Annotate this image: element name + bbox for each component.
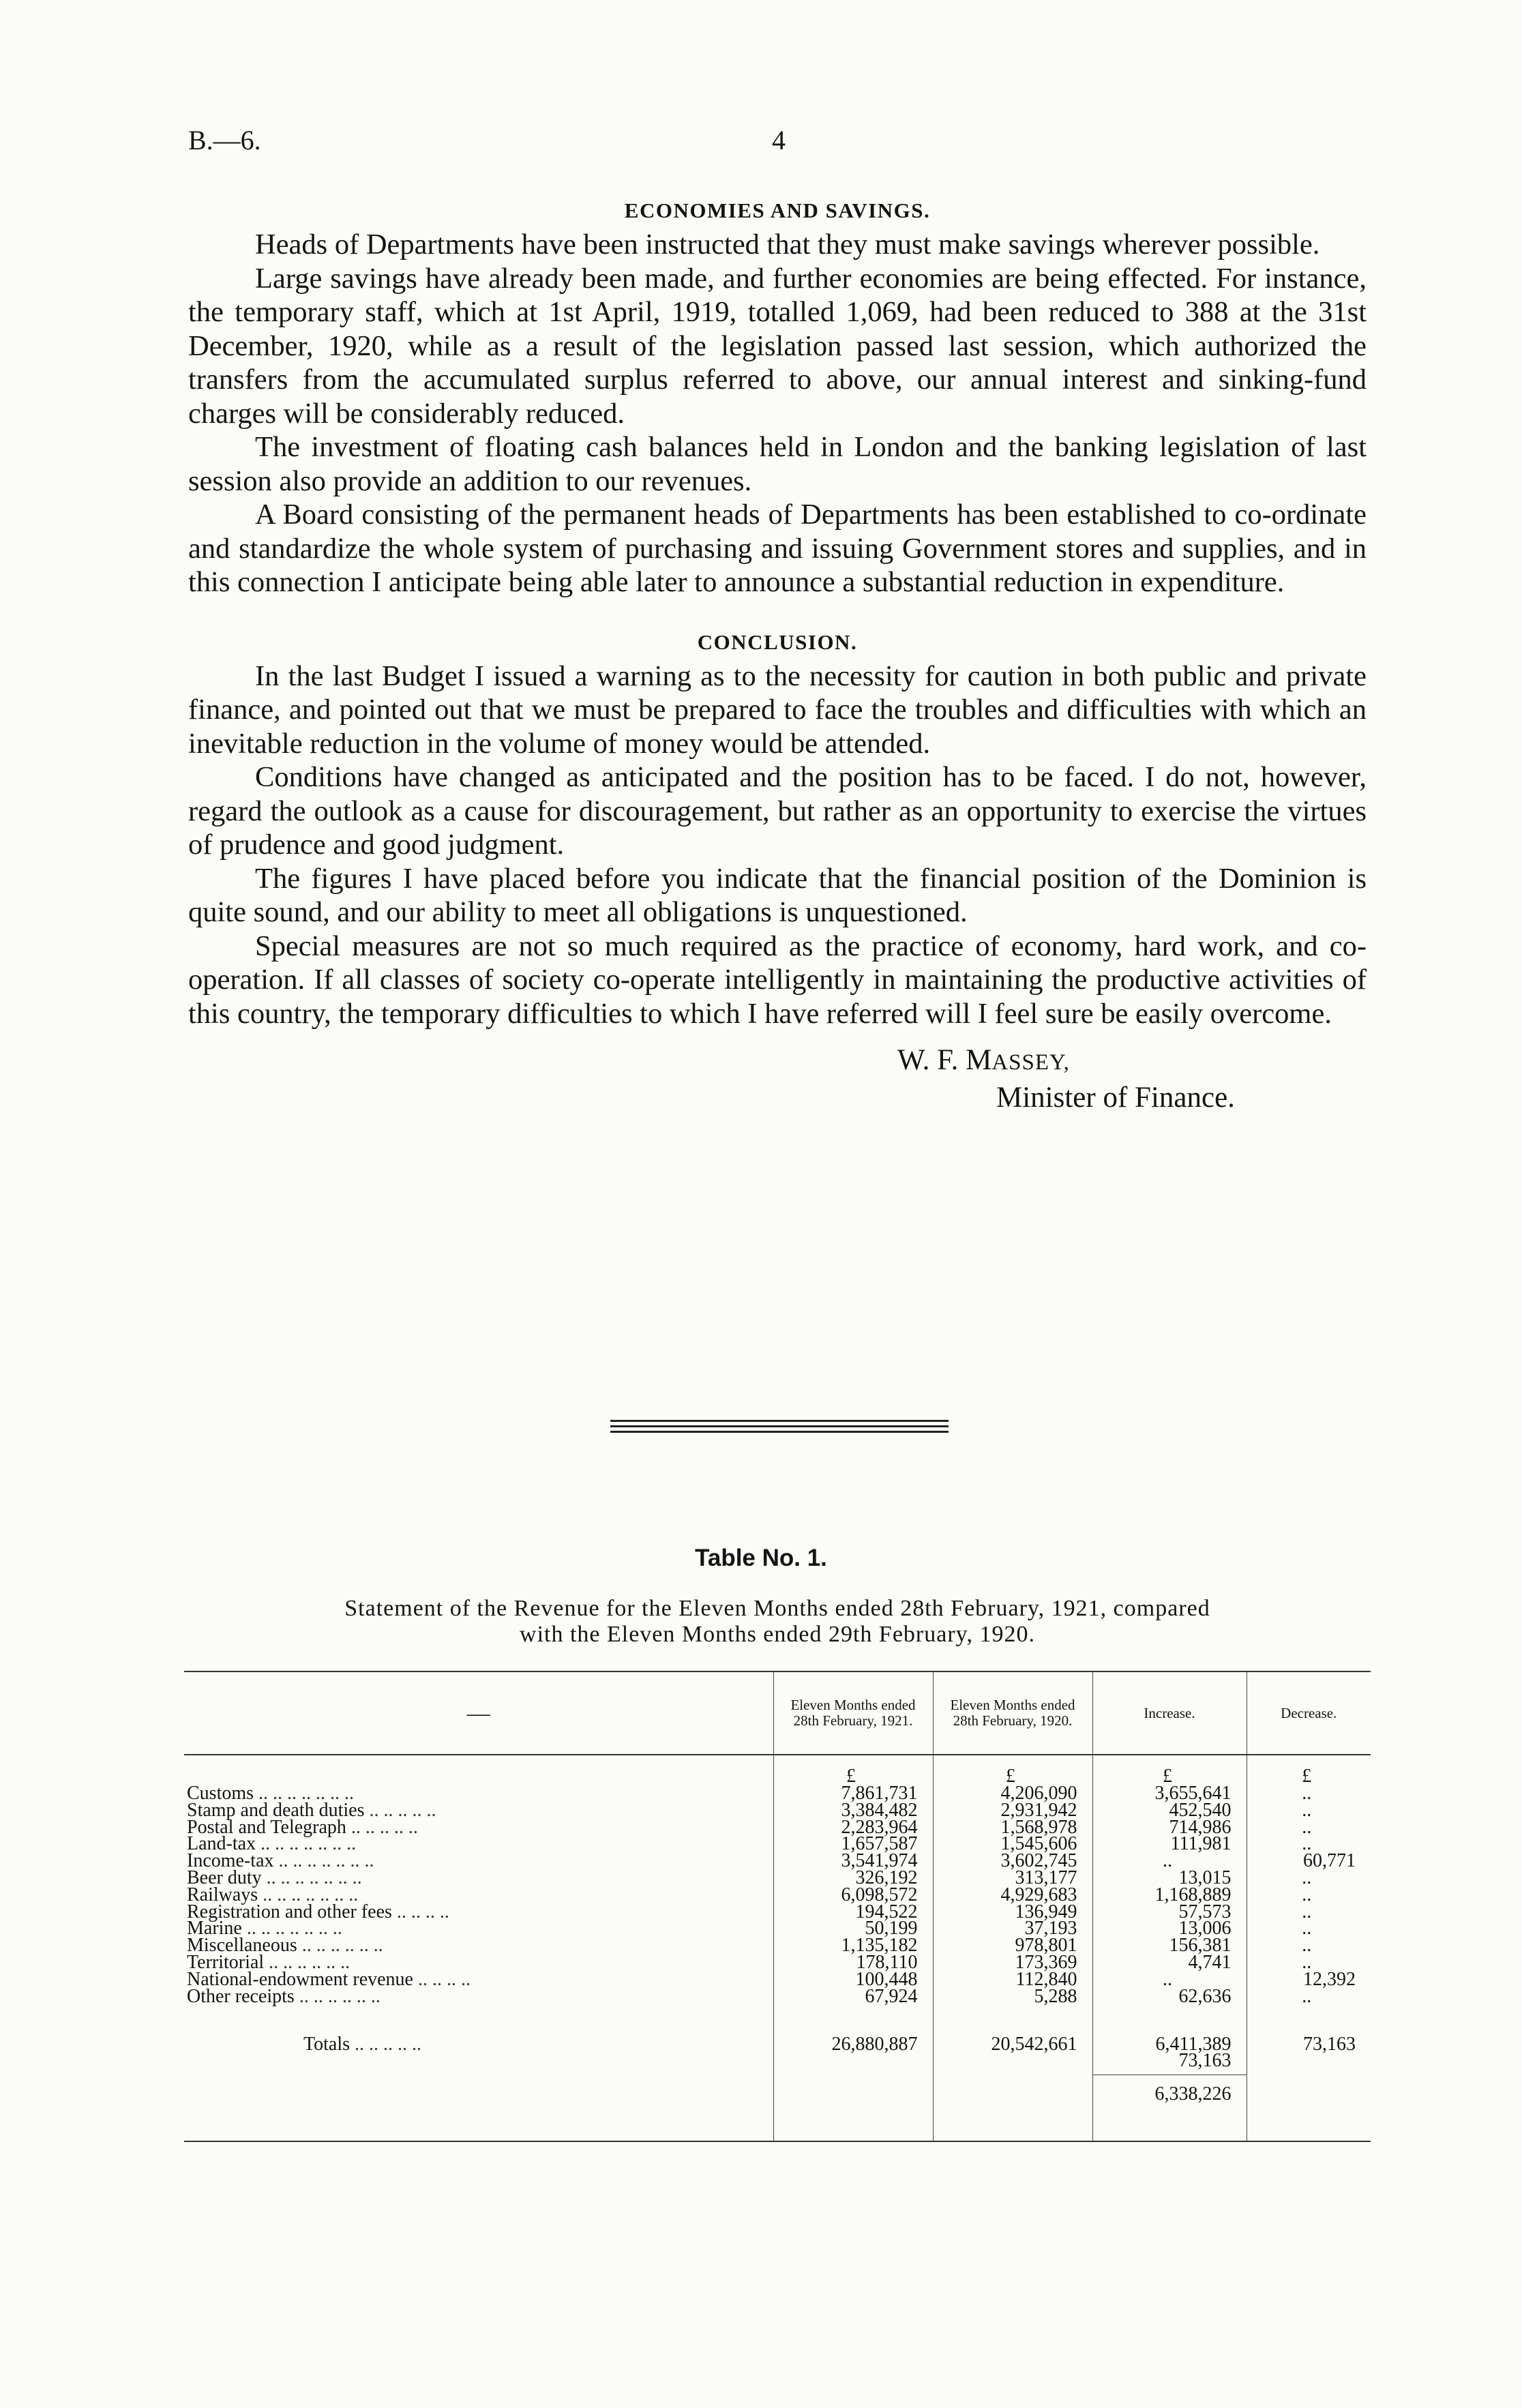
cell-c2: 313,177: [933, 1870, 1092, 1887]
section-heading-conclusion: CONCLUSION.: [697, 629, 858, 654]
paragraph: Conditions have changed as anticipated and the position has to be faced. I do not, however, regard the outlook as a cause for discouragement, but rather as an opportunity to exercise the virtues of prudence and good judgment.: [188, 761, 1367, 861]
running-head: [188, 124, 1334, 165]
dot-leader: .. .. .. .. .. ..: [294, 1985, 380, 2007]
currency-row: £ £ £ £: [184, 1755, 1371, 1785]
net-increase-value: 6,338,226: [1092, 2075, 1247, 2114]
cell-c1: 178,110: [773, 1954, 933, 1972]
cell-c3: 62,636: [1092, 1989, 1247, 2006]
cell-c3: 4,741: [1092, 1954, 1247, 1972]
cell-c3: 714,986: [1092, 1819, 1247, 1837]
cell-c3: 57,573: [1092, 1904, 1247, 1921]
row-label-text: Income-tax: [187, 1850, 274, 1872]
less-decrease-value: 73,163: [1092, 2053, 1247, 2075]
less-decrease-row: [184, 2053, 1371, 2075]
cell-c1: 1,657,587: [773, 1836, 933, 1853]
revenue-table: [184, 1671, 1371, 2142]
cell-c3: 13,015: [1092, 1870, 1247, 1887]
cell-c4: ..: [1247, 1989, 1371, 2006]
table-title: Table No. 1.: [695, 1545, 827, 1571]
signatory-name: W. F. MASSEY,: [897, 1044, 1070, 1076]
section-divider-rule: [610, 1420, 949, 1436]
cell-c2: 37,193: [933, 1920, 1092, 1937]
row-label-text: Miscellaneous: [187, 1935, 297, 1957]
cell-c2: 2,931,942: [933, 1802, 1092, 1819]
cell-c2: 1,568,978: [933, 1819, 1092, 1837]
dot-leader: .. .. .. ..: [413, 1968, 471, 1990]
table-bottom-row: [184, 2113, 1371, 2141]
table-subtitle: Statement of the Revenue for the Eleven Months ended 28th February, 1921, compared with the Eleven Months ended 29th February, 1920.: [344, 1596, 1210, 1647]
signatory-title: Minister of Finance.: [996, 1082, 1235, 1114]
cell-c1: 7,861,731: [773, 1785, 933, 1802]
row-label-text: Customs: [187, 1783, 254, 1804]
cell-c4: ..: [1247, 1785, 1371, 1802]
column-header-decrease: Decrease.: [1247, 1671, 1371, 1755]
cell-c3: ..: [1092, 1853, 1247, 1870]
cell-c2: 173,369: [933, 1954, 1092, 1972]
cell-c4: ..: [1247, 1836, 1371, 1853]
cell-c1: 194,522: [773, 1904, 933, 1921]
cell-c1: 100,448: [773, 1972, 933, 1989]
cell-c4: ..: [1247, 1802, 1371, 1819]
table-row: [184, 1989, 1371, 2006]
paragraph: A Board consisting of the permanent heads of Departments has been established to co-ordinate and standardize the whole system of purchasing and issuing Government stores and supplies, and in this connection I anticipate being able later to announce a substantial reduction in expenditure.: [188, 499, 1367, 598]
totals-c1: 26,880,887: [773, 2013, 933, 2053]
document-reference: B.—6.: [188, 125, 261, 155]
paragraph: Large savings have already been made, and further economies are being effected. For instance, the temporary staff, which at 1st April, 1919, totalled 1,069, had been reduced to 388 at the 31st December, 1920, while as a result of the legislation passed last session, which authorized the transfers from the accumulated surplus referred to above, our annual interest and sinking-fund charges will be considerably reduced.: [188, 262, 1367, 430]
dot-leader: .. .. .. .. .. .. ..: [256, 1833, 357, 1855]
cell-c4: ..: [1247, 1870, 1371, 1887]
cell-c3: 1,168,889: [1092, 1887, 1247, 1904]
cell-c2: 978,801: [933, 1937, 1092, 1954]
dot-leader: .. .. .. .. .. .. ..: [273, 1850, 374, 1872]
dot-leader: .. .. .. .. .. ..: [297, 1935, 383, 1957]
cell-c1: 67,924: [773, 1989, 933, 2006]
body-text: [188, 194, 1367, 1116]
row-label-text: Beer duty: [187, 1867, 262, 1888]
column-header-1920: Eleven Months ended 28th February, 1920.: [933, 1671, 1092, 1755]
cell-c2: 1,545,606: [933, 1836, 1092, 1853]
column-header-increase: Increase.: [1092, 1671, 1247, 1755]
row-label: [184, 1985, 773, 2007]
row-label-text: Territorial: [187, 1951, 265, 1973]
cell-c3: 156,381: [1092, 1937, 1247, 1954]
signature-block: [188, 1043, 1367, 1116]
cell-c4: 60,771: [1247, 1853, 1371, 1870]
paragraph: In the last Budget I issued a warning as to the necessity for caution in both public and private finance, and pointed out that we must be prepared to face the troubles and difficulties with which an inevitable reduction in the volume of money would be attended.: [188, 659, 1367, 760]
totals-label: Totals .. .. .. .. ..: [303, 2033, 422, 2055]
section-heading-economies: ECONOMIES AND SAVINGS.: [624, 198, 931, 222]
column-header-1921: Eleven Months ended 28th February, 1921.: [773, 1671, 933, 1755]
dot-leader: .. .. .. .. .. ..: [264, 1951, 350, 1973]
dot-leader: .. .. .. .. ..: [350, 2033, 422, 2055]
paragraph: Special measures are not so much required as the practice of economy, hard work, and co-operation. If all classes of society co-operate intelligently in maintaining the productive activities of this country, the temporary difficulties to which I have referred will I feel sure be easily overcome.: [188, 930, 1367, 1030]
paragraph: The figures I have placed before you indicate that the financial position of the Dominion is quite sound, and our ability to meet all obligations is unquestioned.: [188, 862, 1367, 928]
cell-c4: ..: [1247, 1904, 1371, 1921]
cell-c1: 326,192: [773, 1870, 933, 1887]
cell-c1: 50,199: [773, 1920, 933, 1937]
row-label-text: Railways: [187, 1884, 258, 1905]
row-label-text: Marine: [187, 1918, 242, 1939]
row-label-text: Postal and Telegraph: [187, 1816, 346, 1838]
row-label-text: Stamp and death duties: [187, 1799, 365, 1821]
cell-c2: 3,602,745: [933, 1853, 1092, 1870]
cell-c4: 12,392: [1247, 1972, 1371, 1989]
cell-c3: ..: [1092, 1972, 1247, 1989]
totals-c3: 6,411,389: [1092, 2013, 1247, 2053]
cell-c4: ..: [1247, 1819, 1371, 1837]
cell-c3: 452,540: [1092, 1802, 1247, 1819]
row-label-text: Land-tax: [187, 1833, 256, 1855]
cell-c3: 111,981: [1092, 1836, 1247, 1853]
page-number: 4: [772, 125, 786, 155]
row-label-text: Other receipts: [187, 1985, 295, 2007]
dot-leader: .. .. .. .. ..: [346, 1816, 418, 1838]
table-header-row: [184, 1671, 1371, 1755]
totals-c4: 73,163: [1247, 2013, 1371, 2053]
cell-c3: 3,655,641: [1092, 1785, 1247, 1802]
cell-c4: ..: [1247, 1920, 1371, 1937]
cell-c3: 13,006: [1092, 1920, 1247, 1937]
cell-c2: 136,949: [933, 1904, 1092, 1921]
row-label-text: National-endowment revenue: [187, 1968, 413, 1990]
cell-c2: 5,288: [933, 1989, 1092, 2006]
cell-c2: 4,206,090: [933, 1785, 1092, 1802]
cell-c2: 4,929,683: [933, 1887, 1092, 1904]
dot-leader: .. .. .. .. .. .. ..: [241, 1918, 342, 1939]
row-label-text: Registration and other fees: [187, 1901, 392, 1922]
cell-c2: 112,840: [933, 1972, 1092, 1989]
dot-leader: .. .. .. .. ..: [364, 1799, 436, 1821]
paragraph: The investment of floating cash balances held in London and the banking legislation of last session also provide an addition to our revenues.: [188, 431, 1367, 497]
cell-c1: 3,541,974: [773, 1853, 933, 1870]
column-header-label: —: [184, 1671, 773, 1755]
totals-row: [184, 2013, 1371, 2053]
cell-c1: 6,098,572: [773, 1887, 933, 1904]
cell-c1: 3,384,482: [773, 1802, 933, 1819]
net-increase-row: [184, 2075, 1371, 2114]
dot-leader: .. .. .. .. .. .. ..: [261, 1867, 362, 1888]
cell-c4: ..: [1247, 1937, 1371, 1954]
paragraph: Heads of Departments have been instructed that they must make savings wherever possible.: [255, 228, 1320, 261]
cell-c1: 1,135,182: [773, 1937, 933, 1954]
dot-leader: .. .. .. .. .. .. ..: [258, 1884, 359, 1905]
dot-leader: .. .. .. .. .. .. ..: [254, 1783, 355, 1804]
cell-c1: 2,283,964: [773, 1819, 933, 1837]
totals-c2: 20,542,661: [933, 2013, 1092, 2053]
cell-c4: ..: [1247, 1954, 1371, 1972]
cell-c4: ..: [1247, 1887, 1371, 1904]
dot-leader: .. .. .. ..: [391, 1901, 449, 1922]
